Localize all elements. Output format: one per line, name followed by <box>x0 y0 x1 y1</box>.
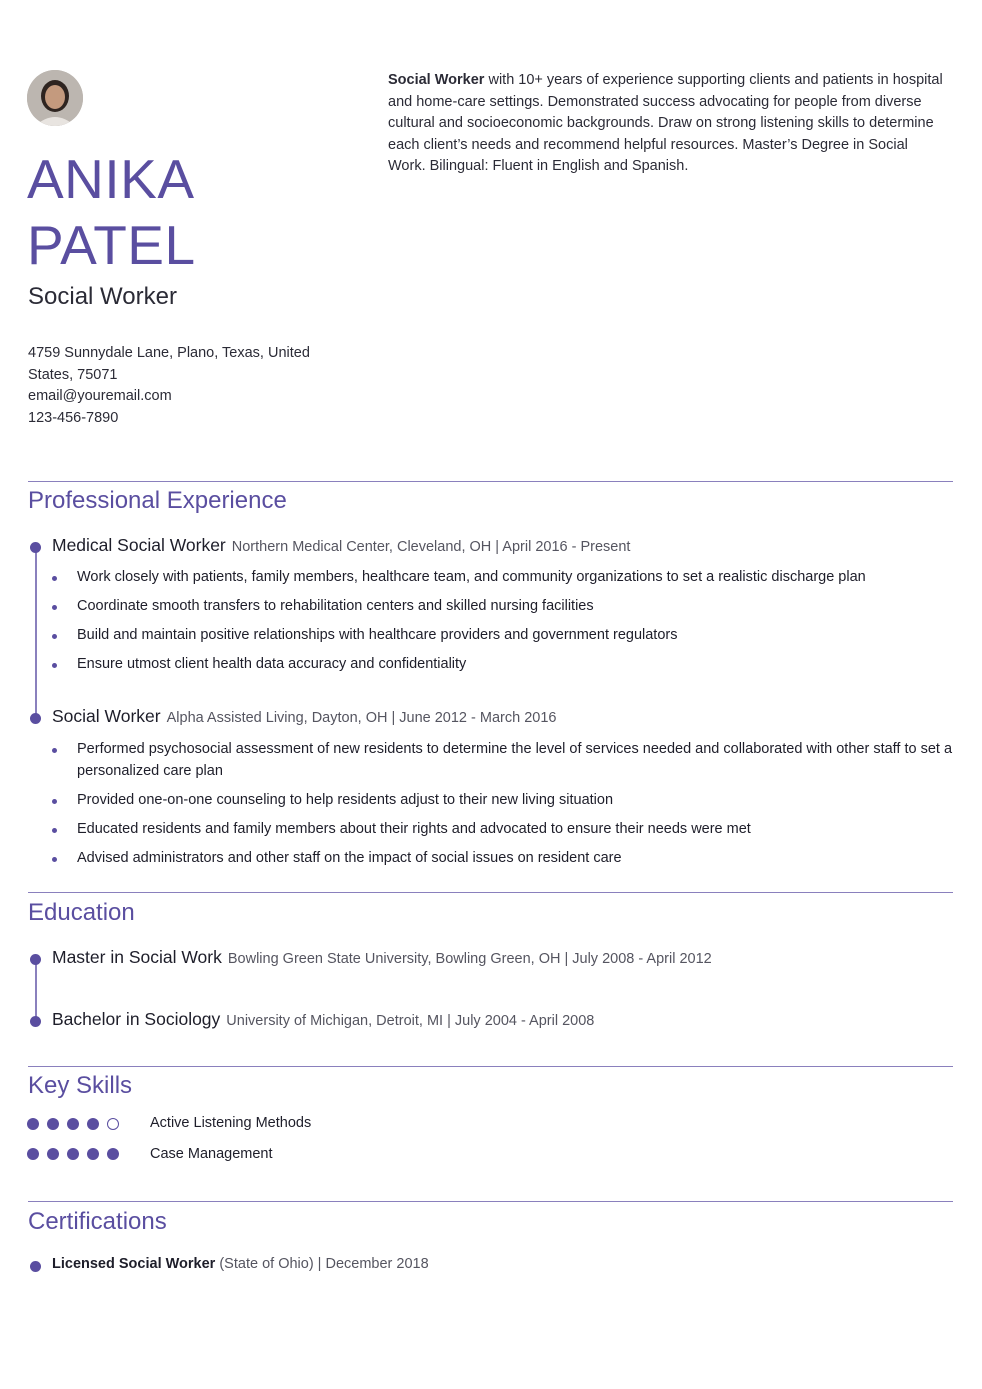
bullet-text: Performed psychosocial assessment of new residents to determine the level of services needed and collaborated with other staff to set a personalized care plan <box>77 741 953 779</box>
skill-dot-filled <box>27 1148 39 1160</box>
list-item <box>52 739 954 782</box>
skill-dot-filled <box>87 1148 99 1160</box>
bullet-text: Build and maintain positive relationships with healthcare providers and government regulators <box>77 627 678 643</box>
education-entry <box>52 947 712 968</box>
bullet-text: Educated residents and family members about their rights and advocated to ensure their needs were met <box>77 820 751 837</box>
phone: 123-456-7890 <box>28 409 119 426</box>
list-item <box>52 625 954 647</box>
bullet-dot <box>52 663 57 668</box>
section-divider <box>28 892 953 893</box>
education-timeline <box>35 960 37 1022</box>
timeline-dot <box>30 713 41 724</box>
skill-dot-filled <box>67 1118 79 1130</box>
skill-dot-filled <box>47 1148 59 1160</box>
section-divider <box>28 481 953 482</box>
list-item <box>52 848 954 870</box>
bullet-dot <box>52 748 57 753</box>
skill-name: Active Listening Methods <box>150 1115 312 1131</box>
list-item <box>52 819 954 841</box>
bullet-text: Ensure utmost client health data accuracy and confidentiality <box>77 656 467 672</box>
experience-timeline <box>35 548 37 718</box>
experience-role: Medical Social Worker <box>52 535 226 555</box>
education-details: University of Michigan, Detroit, MI | July 2004 - April 2008 <box>226 1013 595 1029</box>
list-item <box>52 790 954 812</box>
summary-text: with 10+ years of experience supporting clients and patients in hospital and home-care settings. Demonstrated success advocating for people from diverse cultural and socioeconomic backgrounds. Draw on strong listening skills to determine each client’s needs and recommend helpful resources. Master’s Degree in Social Work. Bilingual: Fluent in English and Spanish. <box>388 72 943 174</box>
full-name <box>27 146 196 278</box>
skill-rating <box>27 1148 127 1160</box>
section-divider <box>28 1066 953 1067</box>
skill-rating <box>27 1118 127 1130</box>
skill-dot-filled <box>87 1118 99 1130</box>
certification-name: Licensed Social Worker <box>52 1256 216 1272</box>
bullet-dot <box>52 576 57 581</box>
section-heading-certifications: Certifications <box>28 1208 167 1235</box>
first-name: ANIKA <box>27 148 195 210</box>
timeline-dot <box>30 954 41 965</box>
experience-details: Northern Medical Center, Cleveland, OH | April 2016 - Present <box>231 539 631 555</box>
contact-info <box>28 343 328 429</box>
profile-photo <box>27 70 83 126</box>
experience-entry <box>52 535 630 556</box>
education-degree: Master in Social Work <box>52 947 222 967</box>
email: email@youremail.com <box>28 388 172 404</box>
experience-bullets <box>52 567 954 683</box>
avatar <box>27 70 83 126</box>
timeline-dot <box>30 542 41 553</box>
bullet-dot <box>52 828 57 833</box>
list-item <box>52 567 954 589</box>
certification-details: (State of Ohio) | December 2018 <box>215 1256 429 1272</box>
section-heading-education: Education <box>28 899 135 926</box>
skill-dot-filled <box>107 1148 119 1160</box>
education-entry <box>52 1009 594 1030</box>
section-divider <box>28 1201 953 1202</box>
experience-details: Alpha Assisted Living, Dayton, OH | June 2012 - March 2016 <box>166 710 557 726</box>
summary <box>388 70 944 178</box>
skill-dot-filled <box>27 1118 39 1130</box>
bullet-text: Coordinate smooth transfers to rehabilitation centers and skilled nursing facilities <box>77 598 594 614</box>
last-name: PATEL <box>27 214 196 276</box>
bullet-dot <box>52 799 57 804</box>
skill-dot-empty <box>107 1118 119 1130</box>
experience-entry <box>52 706 556 727</box>
section-heading-skills: Key Skills <box>28 1072 133 1099</box>
bullet-dot <box>52 634 57 639</box>
bullet-dot <box>52 857 57 862</box>
address: 4759 Sunnydale Lane, Plano, Texas, United States, 75071 <box>28 345 310 383</box>
section-heading-experience: Professional Experience <box>28 487 287 514</box>
skill-dot-filled <box>47 1118 59 1130</box>
bullet-text: Provided one-on-one counseling to help residents adjust to their new living situation <box>77 791 614 808</box>
certification-entry <box>52 1256 429 1272</box>
education-details: Bowling Green State University, Bowling Green, OH | July 2008 - April 2012 <box>227 951 712 967</box>
timeline-dot <box>30 1016 41 1027</box>
summary-lead: Social Worker <box>388 72 485 88</box>
job-title: Social Worker <box>28 283 177 310</box>
list-item <box>52 654 954 676</box>
timeline-dot <box>30 1261 41 1272</box>
bullet-text: Advised administrators and other staff on the impact of social issues on resident care <box>77 849 622 866</box>
bullet-text: Work closely with patients, family members, healthcare team, and community organizations to set a realistic discharge plan <box>77 569 866 585</box>
experience-role: Social Worker <box>52 706 161 726</box>
list-item <box>52 596 954 618</box>
skill-dot-filled <box>67 1148 79 1160</box>
education-degree: Bachelor in Sociology <box>52 1009 221 1029</box>
bullet-dot <box>52 605 57 610</box>
experience-bullets <box>52 739 954 877</box>
skill-name: Case Management <box>150 1146 273 1162</box>
